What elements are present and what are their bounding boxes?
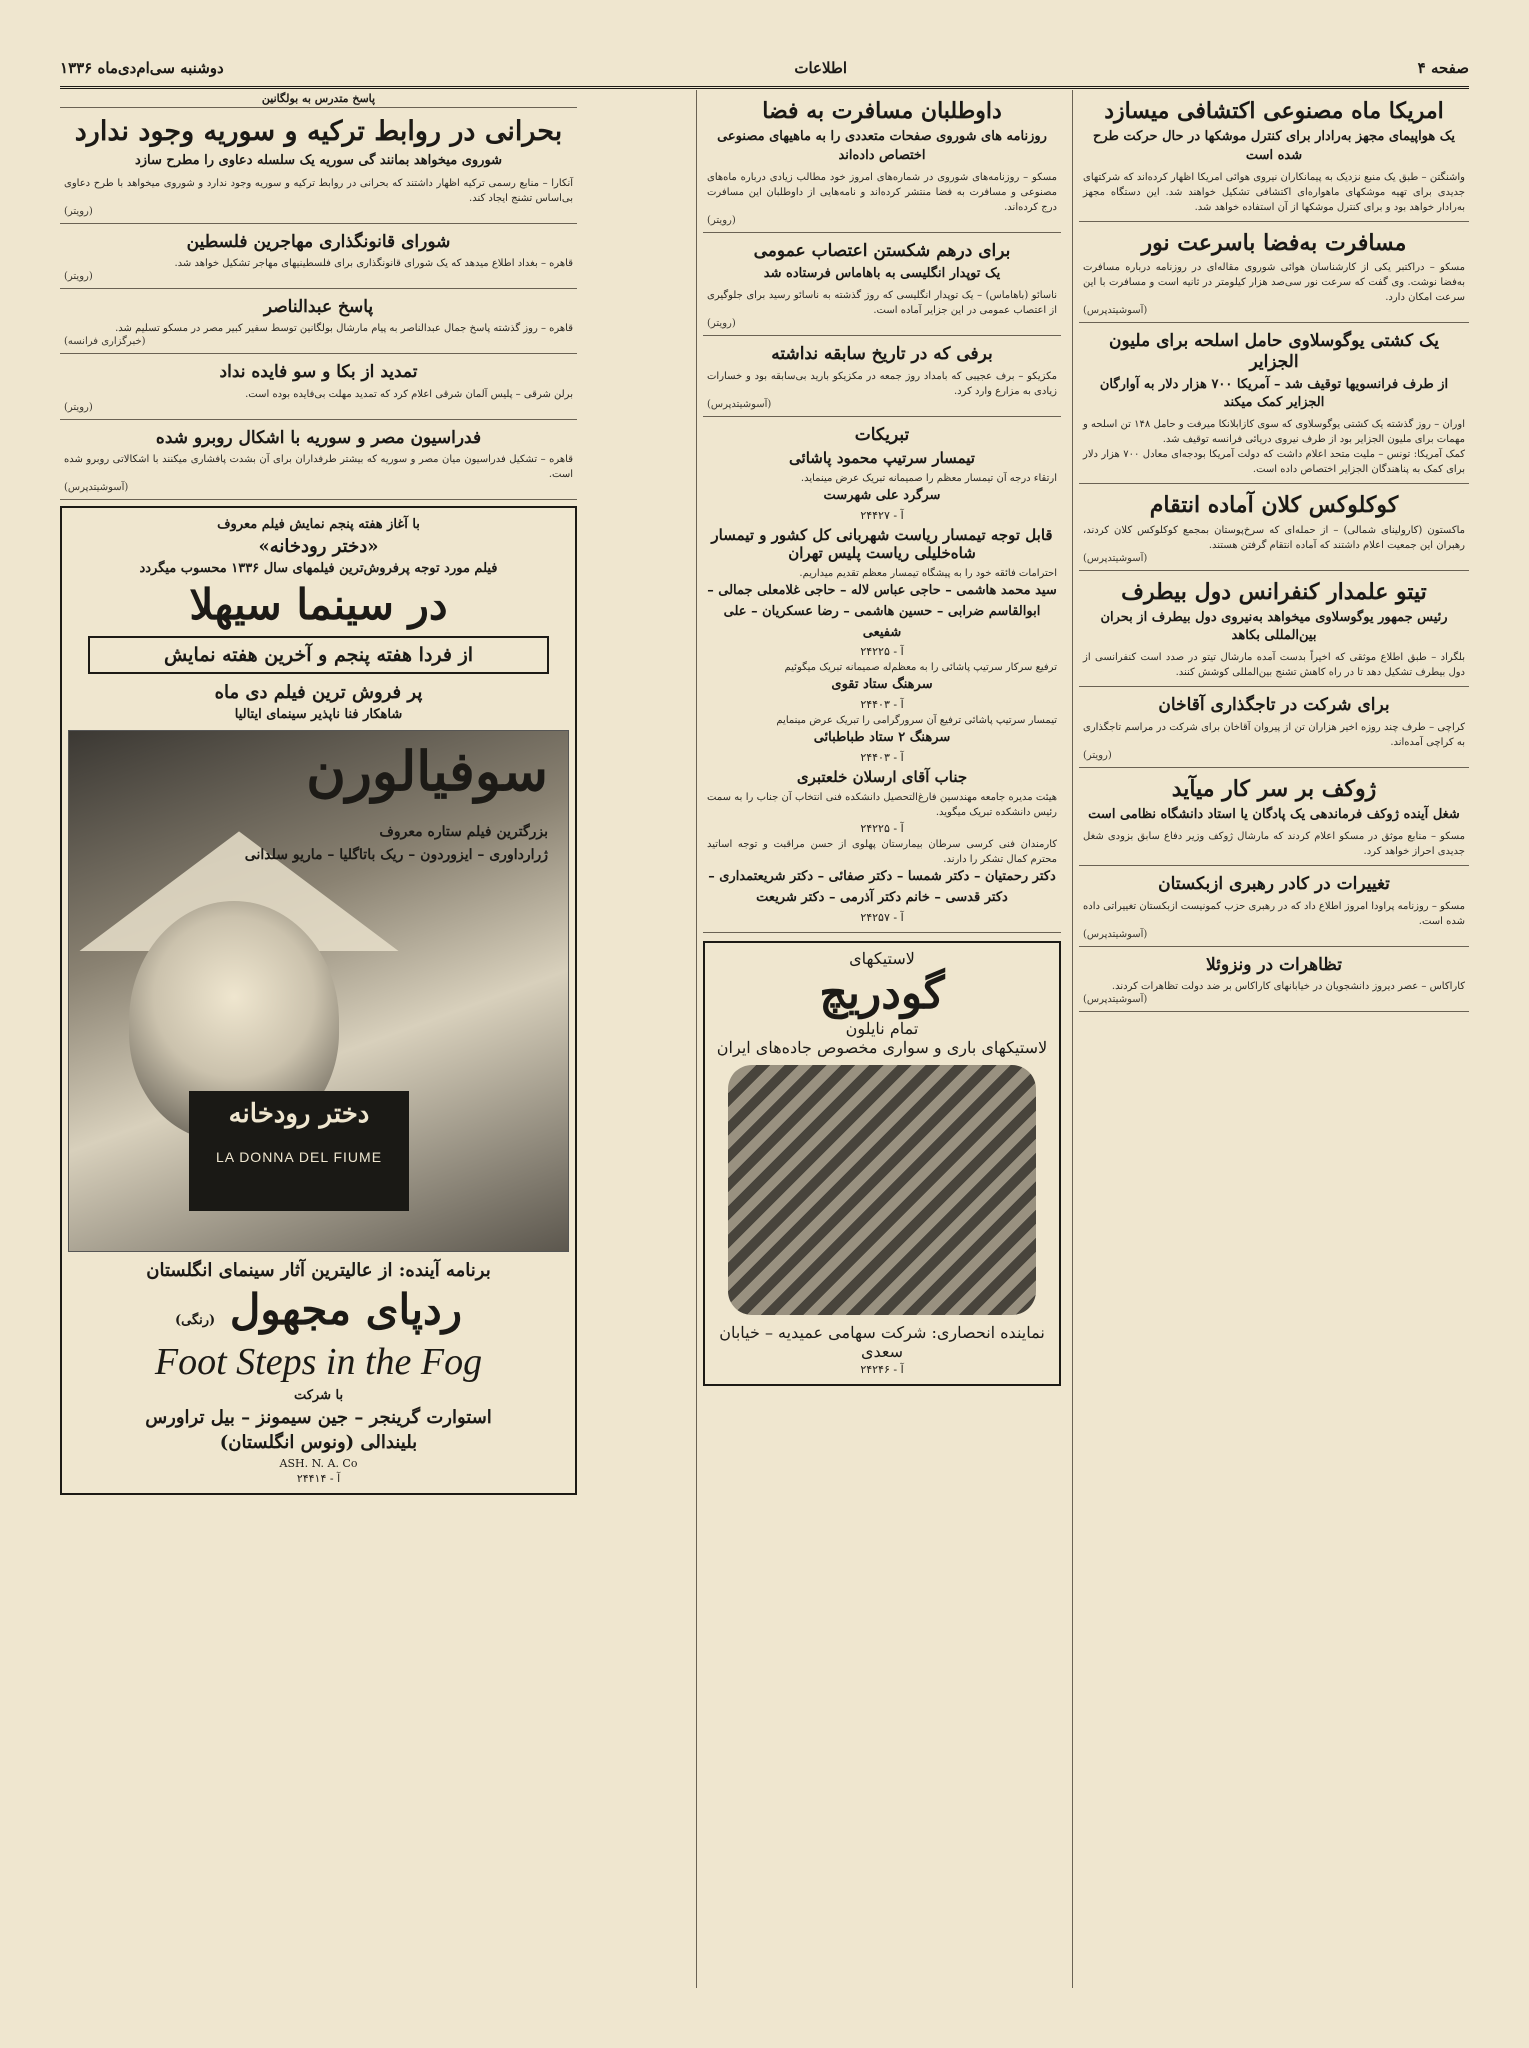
middle-column [696,90,1067,1988]
article-satellite [1079,90,1469,222]
notice-body: ارتقاء درجه آن تیمسار معظم را صمیمانه تبریک عرض مینماید. [800,473,1057,485]
notice-names: سید محمد هاشمی – حاجی عباس لاله – حاجی غلامعلی جمالی – ابوالقاسم ضرابی – حسین هاشمی – رضا عسکریان – علی شفیعی [707,582,1057,640]
subheadline: یک هواپیمای مجهز به‌رادار برای کنترل موشکها در حال حرکت طرح شده است [1092,129,1456,163]
headline: برای شرکت در تاجگذاری آقاخان [1158,695,1390,716]
left-column [60,90,577,1988]
credit: (خبرگزاری فرانسه) [64,336,146,348]
headline: شورای قانونگذاری مهاجرین فلسطین [186,231,451,252]
headline: تظاهرات در ونزوئلا [1206,954,1342,975]
article-federation [60,420,577,500]
tire-illustration [728,1065,1036,1315]
article-turkey-syria [60,108,577,224]
article-palestine [60,224,577,289]
headline: داوطلبان مسافرت به فضا [762,98,1002,124]
article-body: قاهره – تشکیل فدراسیون میان مصر و سوریه که بیشتر طرفداران برای آن بشدت پافشاری میکنند با اشکالاتی روبرو شده است. [64,454,573,481]
headline: تمدید از بکا و سو فایده نداد [219,362,418,383]
ad-dealer: نماینده انحصاری: شرکت سهامی عمیدیه – خیابان سعدی [719,1322,1045,1361]
credit: (آسوشیتدپرس) [1083,305,1148,317]
notice-body: هیئت مدیره جامعه مهندسین فارغ‌التحصیل دانشکده فنی انتخاب آن جناب را به سمت رئیس دانشکده تبریک میگوید. [707,791,1057,818]
article-body: مکزیکو – برف عجیبی که بامداد روز جمعه در مکزیکو بارید بی‌سابقه بود و خسارات زیادی به مزارع وارد کرد. [707,370,1057,397]
article-body-2: کمک آمریکا: تونس – ملیت متحد اعلام داشت که دولت آمریکا بودجه‌ای معادل ۷۰۰ هزار دلار برای کمک به پناهندگان الجزایر اختصاص داده است. [1083,449,1465,476]
credit: (آسوشیتدپرس) [1083,928,1148,940]
article-body: کاراکاس – عصر دیروز دانشجویان در خیابانهای کاراکاس بر ضد دولت تظاهرات کردند. [1111,981,1465,993]
credit: (آسوشیتدپرس) [1083,552,1148,564]
congratulations-section [703,417,1061,933]
paper-name: اطلاعات [794,59,848,77]
subheadline: یک توپدار انگلیسی به باهاماس فرستاده شد [763,266,1001,282]
subheadline: شغل آینده ژوکف فرماندهی یک پادگان یا استاد دانشگاه نظامی است [1088,807,1460,823]
headline: پاسخ عبدالناصر [263,296,374,317]
article-body: ناسائو (باهاماس) – یک توپدار انگلیسی که روز گذشته به ناسائو رسید برای جلوگیری از اعتصاب عمومی در این جزایر آماده است. [707,290,1057,317]
next-film-latin: Foot Steps in the Fog [154,1340,483,1383]
next-film-note: (رنگی) [175,1313,216,1329]
article-uzbekistan [1079,866,1469,946]
notice-code: ۲۴۲۲۵ - آ [860,821,904,835]
next-film-title [68,1287,569,1333]
next-cast: استوارت گرینجر – جین سیمونز – بیل تراورس [145,1406,492,1428]
credit: (آسوشیتدپرس) [64,482,129,494]
article-body: قاهره – روز گذشته پاسخ جمال عبدالناصر به پیام مارشال بولگانین توسط سفیر کبیر مصر در مسکو تسلیم شد. [115,323,573,335]
article-zhukov [1079,768,1469,867]
subheadline: از طرف فرانسویها توقیف شد – آمریکا ۷۰۰ هزار دلار به آوارگان الجزایر کمک میکند [1099,376,1449,411]
ad-film-title: «دختر رودخانه» [258,536,379,558]
next-cast-2: بلیندالی (ونوس انگلستان) [219,1431,418,1453]
star-subtitle: بزرگترین فیلم ستاره معروف [379,824,548,841]
article-body: کراچی – طرف چند روزه اخیر هزاران تن از پیروان آقاخان برای شرکت در مراسم تاجگذاری به کراچی آمده‌اند. [1083,721,1465,748]
credit: (رویتر) [64,205,93,217]
article-body: مسکو – دراکتبر یکی از کارشناسان هوائی شوروی مقاله‌ای در روزنامه درباره مسافرت به‌فضا نوشت. وی گفت که سرعت نور سی‌صد هزار کیلومتر در ثانیه است و مسافرت با این سرعت امکان دارد. [1083,262,1465,304]
ad-line: با آغاز هفته پنجم نمایش فیلم معروف [217,517,420,533]
notice-sign: سرگرد علی شهرست [823,488,941,504]
ad-line: فیلم مورد توجه پرفروش‌ترین فیلمهای سال ۱۳۳۶ محسوب میگردد [139,561,498,577]
thanks-body: کارمندان فنی کرسی سرطان بیمارستان پهلوی از حسن مراقبت و توجه اساتید محترم کمال تشکر را دارند. [707,838,1057,865]
ad-with: با شرکت [293,1387,344,1403]
article-space-candidates [703,90,1061,233]
notice-code: ۲۴۴۲۷ - آ [860,508,904,522]
ad-cinema-name: در سینما سیهلا [189,580,448,630]
headline: برفی که در تاریخ سابقه نداشته [771,344,993,365]
ad-line: تمام نایلون [845,1018,919,1038]
article-body: مسکو – روزنامه پراودا امروز اطلاع داد که در رهبری حزب کمونیست ازبکستان تغییراتی داده شده است. [1083,900,1465,927]
film-poster [68,730,569,1252]
headline: بحرانی در روابط ترکیه و سوریه وجود ندارد [74,116,563,147]
credit: (آسوشیتدپرس) [1083,994,1148,1006]
notice-code: ۲۴۴۰۳ - آ [860,698,904,712]
article-body: بلگراد – طبق اطلاع موثقی که اخیراً بدست آمده مارشال تیتو در صدد است کنفرانسی از دول بیطرف تشکیل دهد تا در راه کاهش تشنج بین‌المللی کوشش کنند. [1083,652,1465,679]
headline: کوکلوکس کلان آماده انتقام [1149,492,1399,519]
article-body: ماکستون (کارولینای شمالی) – از حمله‌ای که سرخ‌پوستان بمجمع کوکلوکس کلان کردند، رهبران این جمعیت اعلام داشتند که آماده انتقام گرفتن هستند. [1083,524,1465,551]
actor-list: ژرارداوری – ایزوردون – ریک باتاگلیا – ماریو سلدانی [244,846,548,863]
headline: یک کشتی یوگوسلاوی حامل اسلحه برای ملیون الجزایر [1109,331,1439,372]
poster-latin-title: LA DONNA DEL FIUME [215,1149,383,1166]
ad-code: ۲۴۲۴۶ - آ [860,1362,904,1376]
thanks-names: دکتر رحمتیان – دکتر شمسا – دکتر صفائی – دکتر شریعتمداری – دکتر قدسی – خانم دکتر آذرمی – دکتر شریعت [708,868,1056,905]
article-strike [703,233,1061,337]
kicker: پاسخ متدرس به بولگانین [60,90,577,108]
article-body: قاهره – بغداد اطلاع میدهد که یک شورای قانونگذاری برای فلسطینیهای مهاجر تشکیل خواهد شد. [174,257,573,269]
section-heading: تبریکات [854,424,910,445]
star-name: سوفیالورن [306,739,548,804]
article-body: واشنگتن – طبق یک منبع نزدیک به پیمانکاران نیروی هوائی امریکا اظهار کرده‌اند که شرکتهای جدیدی برای تهیه موشکهای ماهواره‌ای اکتشافی تشکیل خواهند شد. این دستگاه مجهز به‌رادار خواهد بود و برای کنترل موشکها از آن استفاده خواهد شد. [1083,171,1465,213]
next-film-name: ردپای مجهول [229,1285,462,1335]
article-ship [1079,323,1469,484]
subheadline: روزنامه های شوروی صفحات متعددی را به ماهیهای مصنوعی اختصاص داده‌اند [717,129,1047,163]
headline: فدراسیون مصر و سوریه با اشکال روبرو شده [155,427,482,448]
poster-title: دختر رودخانه [228,1099,370,1130]
article-spaceflight [1079,222,1469,323]
ad-boxed-notice: از فردا هفته پنجم و آخرین هفته نمایش [88,636,549,674]
article-kkk [1079,484,1469,570]
cinema-ad [60,506,577,1494]
article-body: آنکارا – منابع رسمی ترکیه اظهار داشتند که بحرانی در روابط ترکیه و سوریه وجود ندارد و شوروی میخواهد با طرح دعاوی بی‌اساس تشنج ایجاد کند. [64,177,573,204]
subheadline: شوروی میخواهد بمانند گی سوریه یک سلسله دعاوی را مطرح سازد [134,153,503,169]
ad-brand: گودریچ [819,967,945,1019]
ad-line: لاستیکهای [849,948,915,968]
subheadline: رئیس جمهور یوگوسلاوی میخواهد به‌نیروی دول بیطرف از بحران بین‌المللی بکاهد [1100,610,1448,644]
article-body: مسکو – منابع موثق در مسکو اعلام کردند که مارشال ژوکف وزیر دفاع سابق بزودی شغل جدیدی احراز خواهد کرد. [1083,831,1465,858]
article-body: برلن شرقی – پلیس آلمان شرقی اعلام کرد که تمدید مهلت بی‌فایده بوده است. [245,388,573,400]
poster-actors [245,821,548,866]
headline: تیتو علمدار کنفرانس دول بیطرف [1121,578,1427,605]
ad-upcoming: برنامه آینده: از عالیترین آثار سینمای انگلستان [146,1260,491,1282]
notice-body: احترامات فائقه خود را به پیشگاه تیمسار معظم تقدیم میداریم. [799,567,1057,579]
notice-code: ۲۴۴۰۳ - آ [860,750,904,764]
article-venezuela [1079,947,1469,1012]
credit: (آسوشیتدپرس) [707,398,772,410]
article-berlin [60,354,577,419]
thanks-code: ۲۴۲۵۷ - آ [860,910,904,924]
article-body: مسکو – روزنامه‌های شوروی در شماره‌های امروز خود مطالب زیادی درباره ماه‌های مصنوعی و مسافرت به فضا منتشر کرده‌اند و نامه‌هایی از داوطلبان این مسافرت درج کرده‌اند. [707,171,1057,213]
notice-body: تیمسار سرتیپ پاشائی ترفیع آن سرورگرامی را تبریک عرض مینمایم [776,715,1057,727]
right-column [1072,90,1469,1988]
article-tito [1079,571,1469,688]
article-aga-khan [1079,687,1469,767]
notice-sign: سرهنگ ۲ ستاد طباطبائی [813,730,951,746]
credit: (رویتر) [1083,749,1112,761]
poster-title-box [189,1091,409,1211]
headline: ژوکف بر سر کار میآید [1171,775,1377,802]
ad-line: پر فروش ترین فیلم دی ماه [214,682,423,704]
page-number: صفحه ۴ [1417,59,1469,77]
notice-name: تیمسار سرتیپ محمود پاشائی [789,449,975,468]
credit: (رویتر) [64,270,93,282]
notice-body: ترفیع سرکار سرتیپ پاشائی را به معظم‌له صمیمانه تبریک میگوئیم [784,662,1057,674]
headline: برای درهم شکستن اعتصاب عمومی [753,240,1011,261]
ad-line: شاهکار فنا ناپذیر سینمای ایتالیا [234,707,403,723]
ad-agency: ASH. N. A. Co [279,1456,358,1470]
notice-sign: سرهنگ ستاد تقوی [831,677,933,693]
notice-name: قابل توجه تیمسار ریاست شهربانی کل کشور و تیمسار شاه‌خلیلی ریاست پلیس تهران [711,525,1053,562]
ad-code: ۲۴۴۱۴ - آ [296,1471,341,1485]
credit: (رویتر) [707,318,736,330]
ad-line: لاستیکهای باری و سواری مخصوص جاده‌های ایران [716,1037,1048,1057]
article-snow [703,336,1061,416]
headline: امریکا ماه مصنوعی اکتشافی میسازد [1104,98,1444,124]
masthead [60,50,1469,89]
issue-date: دوشنبه سی‌ام‌دی‌ماه ۱۳۳۶ [60,59,224,77]
goodrich-tire-ad [703,941,1061,1386]
notice-code: ۲۴۲۲۵ - آ [860,645,904,659]
headline: مسافرت به‌فضا باسرعت نور [1141,229,1407,256]
credit: (رویتر) [707,214,736,226]
credit: (رویتر) [64,401,93,413]
article-body: اوران – روز گذشته یک کشتی یوگوسلاوی که سوی کازابلانکا میرفت و حامل ۱۴۸ تن اسلحه و مهمات برای ملیون الجزایر بود از طرف نیروی دریائی فرانسه توقیف شد. [1083,419,1465,446]
article-nasser [60,289,577,354]
headline: تغییرات در کادر رهبری ازبکستان [1158,874,1390,895]
notice-name: جناب آقای ارسلان خلعتبری [796,767,968,786]
